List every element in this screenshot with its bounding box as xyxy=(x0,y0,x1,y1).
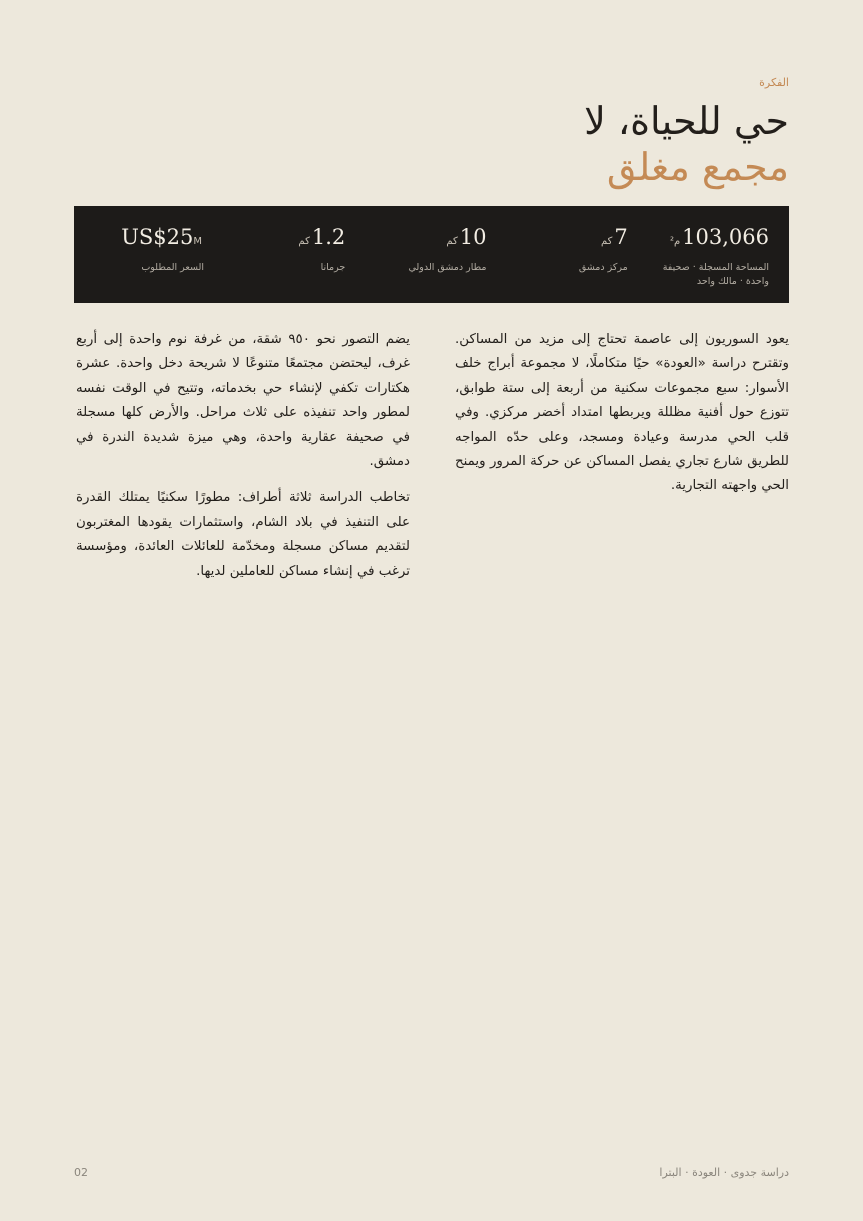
stat-airport xyxy=(377,224,487,303)
stat-value: 10كم xyxy=(446,225,487,249)
title-line-1: حي للحياة، لا xyxy=(584,99,789,143)
stat-value: 7كم xyxy=(600,225,628,249)
stat-unit: كم xyxy=(600,236,613,247)
stat-unit: كم xyxy=(298,236,310,247)
stats-panel xyxy=(74,206,789,303)
stat-damascus-center xyxy=(518,224,628,303)
body-column-left xyxy=(76,328,410,596)
stat-asking-price xyxy=(94,224,204,303)
stat-unit: كم xyxy=(446,236,458,247)
stat-value: US$25M xyxy=(121,225,202,249)
stat-value: 1.2كم xyxy=(298,225,346,249)
section-eyebrow: الفكرة xyxy=(759,76,789,89)
stat-area xyxy=(659,224,769,303)
stat-jaramana xyxy=(235,224,345,303)
stat-value: 103,066م² xyxy=(669,225,769,249)
stat-label: السعر المطلوب xyxy=(141,262,204,273)
stat-unit: M xyxy=(193,236,202,247)
stat-label: جرمانا xyxy=(320,262,346,273)
stat-unit: م² xyxy=(669,236,681,247)
stat-label: المساحة المسجلة · صحيفة واحدة · مالك واحد xyxy=(662,262,769,287)
footer-page-number: 02 xyxy=(74,1166,88,1179)
stat-label: مطار دمشق الدولي xyxy=(408,262,487,273)
title-line-2: مجمع مغلق xyxy=(606,145,789,189)
body-column-right xyxy=(455,328,789,511)
body-paragraph: يضم التصور نحو ٩٥٠ شقة، من غرفة نوم واحدة إلى أربع غرف، ليحتضن مجتمعًا متنوعًا لا شريحة دخل واحدة. عشرة هكتارات تكفي لإنشاء حي بخدماته، وتتيح في الوقت نفسه لمطور واحد تنفيذه على ثلاث مراحل. والأرض كلها مسجلة في صحيفة عقارية واحدة، وهي ميزة شديدة الندرة في دمشق. xyxy=(76,332,410,470)
body-paragraph: يعود السوريون إلى عاصمة تحتاج إلى مزيد من المساكن. وتقترح دراسة «العودة» حيًا متكاملًا، لا مجموعة أبراج خلف الأسوار: سبع مجموعات سكنية من أربعة إلى ستة طوابق، تتوزع حول أفنية مظللة ويربطها امتداد أخضر مركزي. وفي قلب الحي مدرسة وعيادة ومسجد، وعلى حدّه المواجه للطريق شارع تجاري يفصل المساكن عن حركة المرور ويمنح الحي واجهته التجارية. xyxy=(455,332,789,494)
stat-label: مركز دمشق xyxy=(578,262,628,273)
page-title xyxy=(584,98,789,190)
footer-doc-label: دراسة جدوى · العودة · البترا xyxy=(659,1166,789,1179)
body-paragraph: تخاطب الدراسة ثلاثة أطراف: مطورًا سكنيًا يمتلك القدرة على التنفيذ في بلاد الشام، واستثمارات يقودها المغتربون لتقديم مساكن مسجلة ومخدّمة للعائلات العائدة، ومؤسسة ترغب في إنشاء مساكن للعاملين لديها. xyxy=(76,490,410,579)
